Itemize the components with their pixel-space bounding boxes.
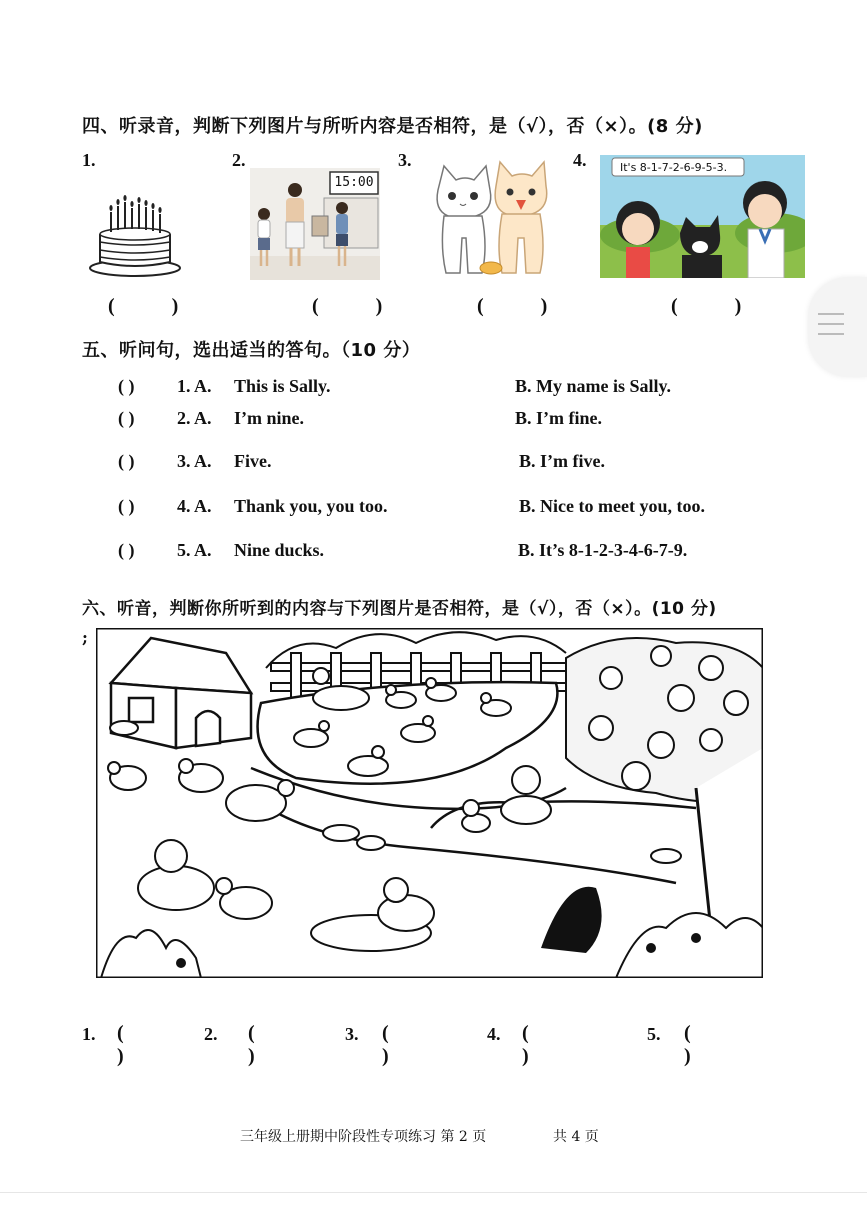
item1-answer-paren[interactable]: ( ) (108, 295, 205, 317)
speech-bubble-text: It's 8-1-7-2-6-9-5-3. (620, 161, 728, 174)
s6-item4-paren[interactable]: ( ) (522, 1022, 555, 1067)
farm-scene-picture (96, 628, 763, 978)
q2-answer-paren[interactable]: ( ) (118, 408, 135, 428)
q4-option-b: B. Nice to meet you, too. (519, 496, 705, 516)
q4-answer-paren[interactable]: ( ) (118, 496, 135, 516)
q5-answer-paren[interactable]: ( ) (118, 540, 135, 560)
item3-number: 3. (398, 150, 412, 170)
item2-number: 2. (232, 150, 246, 170)
birthday-cake-picture (85, 190, 185, 282)
q3-number: 3. A. (177, 451, 212, 471)
q3-option-b: B. I’m five. (519, 451, 605, 471)
item2-answer-paren[interactable]: ( ) (312, 295, 409, 317)
children-dog-picture (600, 155, 805, 278)
item4-answer-paren[interactable]: ( ) (671, 295, 768, 317)
s6-item5-paren[interactable]: ( ) (684, 1022, 717, 1067)
section4-heading: 四、听录音，判断下列图片与所听内容是否相符，是（√），否（×）。(8 分) (82, 116, 703, 137)
q1-answer-paren[interactable]: ( ) (118, 376, 135, 396)
section6-heading: 六、听音，判断你所听到的内容与下列图片是否相符，是（√），否（×）。(10 分) (82, 599, 717, 619)
s6-item1-paren[interactable]: ( ) (117, 1022, 150, 1067)
s6-item2-number: 2. (204, 1024, 218, 1044)
side-menu-handle[interactable] (808, 277, 867, 377)
q2-number: 2. A. (177, 408, 212, 428)
footer-total-pages: 共 4 页 (553, 1129, 599, 1145)
footer-page-info: 三年级上册期中阶段性专项练习 第 2 页 (240, 1129, 487, 1145)
s6-item5-number: 5. (647, 1024, 661, 1044)
q5-option-a: Nine ducks. (234, 540, 325, 560)
q2-option-b: B. I’m fine. (515, 408, 602, 428)
two-cats-picture (430, 158, 550, 280)
clock-family-picture (250, 168, 380, 280)
s6-item2-paren[interactable]: ( ) (248, 1022, 281, 1067)
item1-number: 1. (82, 150, 96, 170)
q3-answer-paren[interactable]: ( ) (118, 451, 135, 471)
page-bottom-divider (0, 1192, 867, 1193)
q1-option-b: B. My name is Sally. (515, 376, 672, 396)
item4-number: 4. (573, 150, 587, 170)
s6-item3-paren[interactable]: ( ) (382, 1022, 415, 1067)
q1-option-a: This is Sally. (234, 376, 331, 396)
s6-item3-number: 3. (345, 1024, 359, 1044)
item3-answer-paren[interactable]: ( ) (477, 295, 574, 317)
q2-option-a: I’m nine. (234, 408, 305, 428)
s6-item1-number: 1. (82, 1024, 96, 1044)
clock-display: 15:00 (334, 175, 374, 190)
q5-number: 5. A. (177, 540, 212, 560)
q4-number: 4. A. (177, 496, 212, 516)
s6-item4-number: 4. (487, 1024, 501, 1044)
q5-option-b: B. It’s 8-1-2-3-4-6-7-9. (518, 540, 688, 560)
stray-semicolon: ; (82, 628, 88, 647)
q1-number: 1. A. (177, 376, 212, 396)
q4-option-a: Thank you, you too. (234, 496, 388, 516)
q3-option-a: Five. (234, 451, 272, 471)
section5-heading: 五、听问句，选出适当的答句。（10 分） (82, 340, 421, 361)
